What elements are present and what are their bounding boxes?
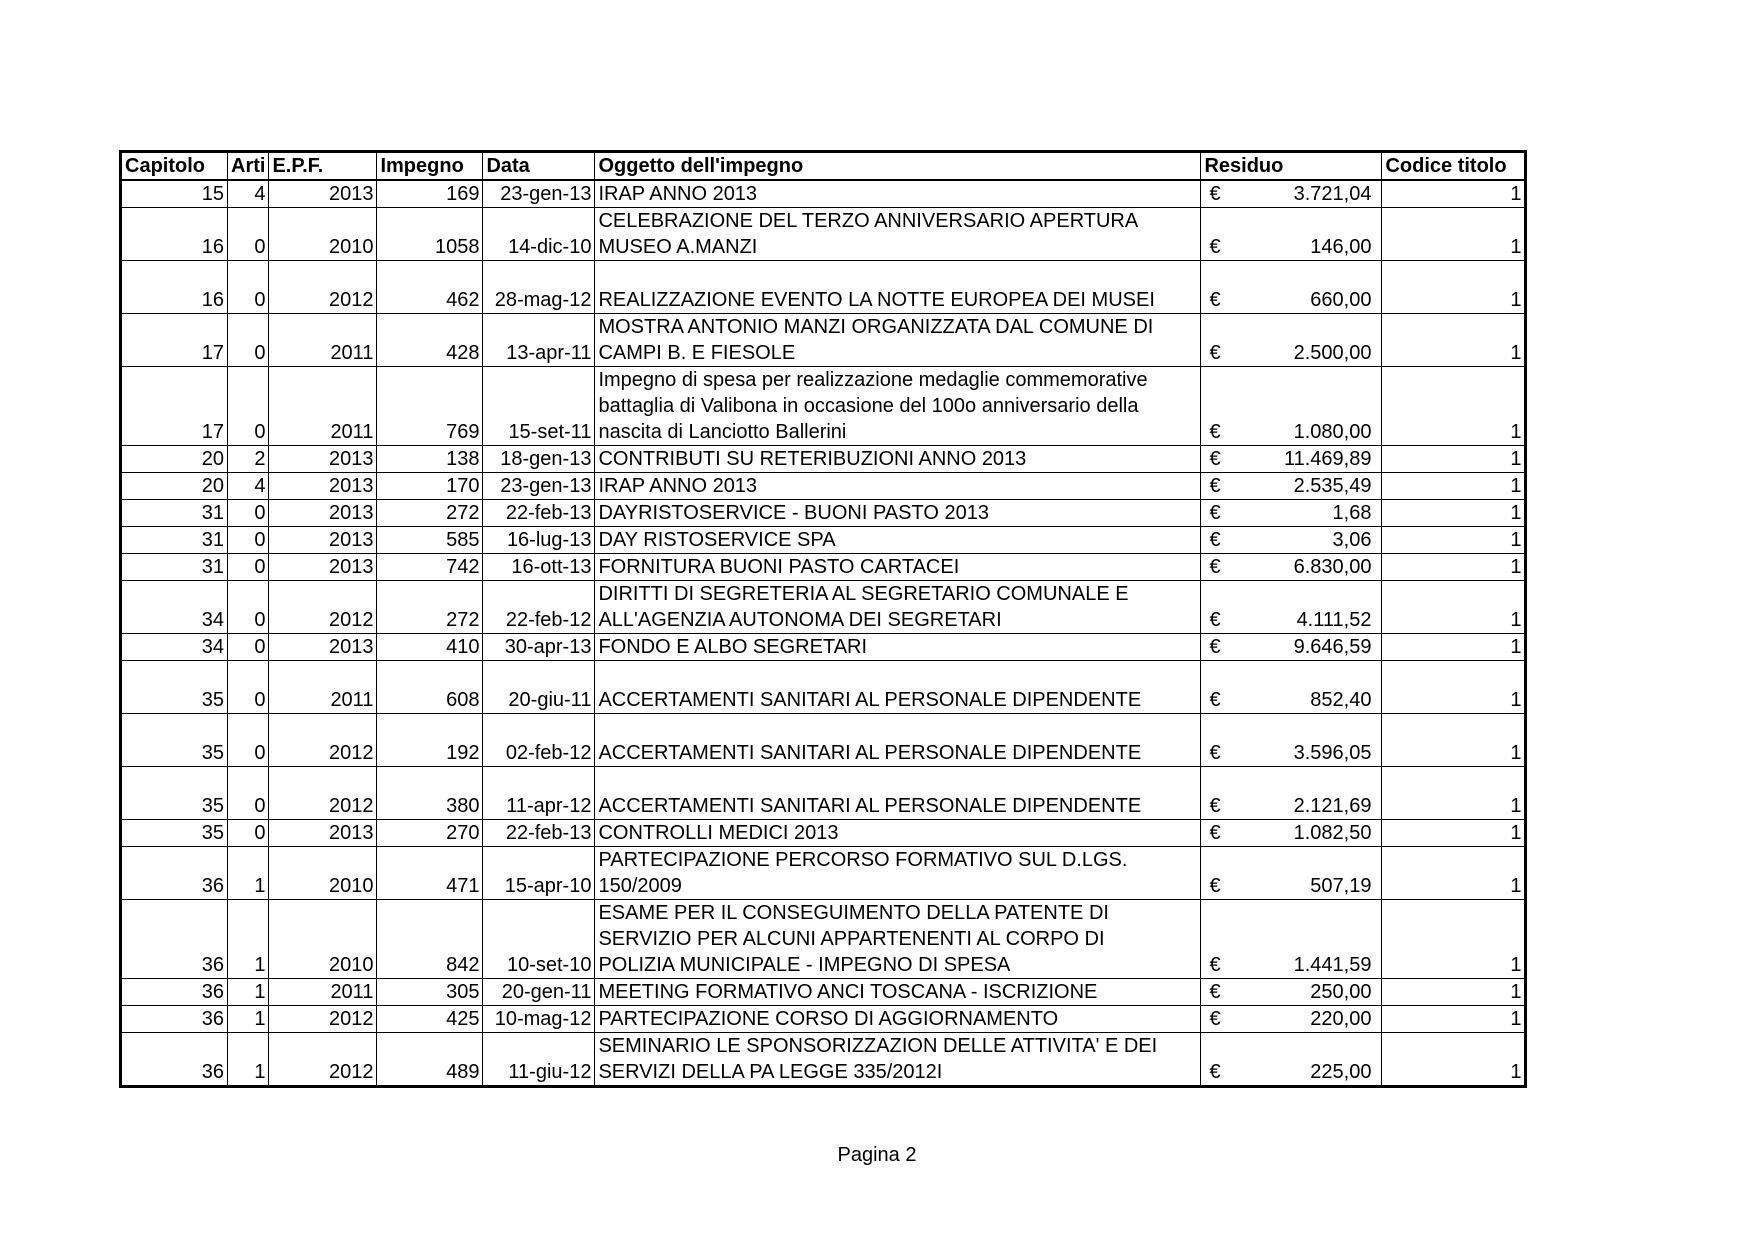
cell-articolo: 0	[228, 581, 269, 634]
table-row	[121, 820, 1526, 847]
cell-residuo	[1201, 1006, 1382, 1033]
cell-articolo: 4	[228, 473, 269, 500]
residuo-amount: 225,00	[1310, 1061, 1372, 1083]
table-row	[121, 527, 1526, 554]
cell-oggetto	[595, 767, 1201, 820]
residuo-amount: 4.111,52	[1296, 609, 1372, 631]
cell-residuo	[1201, 979, 1382, 1006]
cell-capitolo: 15	[121, 180, 228, 208]
oggetto-line: DAYRISTOSERVICE - BUONI PASTO 2013	[598, 502, 989, 524]
cell-epf: 2013	[269, 634, 377, 661]
residuo-amount: 220,00	[1310, 1008, 1372, 1030]
residuo-amount: 2.121,69	[1293, 795, 1372, 817]
cell-oggetto	[595, 979, 1201, 1006]
cell-oggetto	[595, 314, 1201, 367]
table-row	[121, 979, 1526, 1006]
cell-impegno: 138	[377, 446, 483, 473]
cell-epf: 2012	[269, 767, 377, 820]
cell-capitolo: 16	[121, 261, 228, 314]
residuo-amount: 250,00	[1310, 981, 1372, 1003]
cell-data: 11-apr-12	[483, 767, 595, 820]
cell-capitolo: 35	[121, 767, 228, 820]
cell-residuo	[1201, 581, 1382, 634]
oggetto-line: nascita di Lanciotto Ballerini	[598, 421, 847, 443]
cell-codice-titolo: 1	[1382, 314, 1526, 367]
oggetto-line: CONTROLLI MEDICI 2013	[598, 822, 839, 844]
cell-impegno: 192	[377, 714, 483, 767]
cell-impegno: 462	[377, 261, 483, 314]
cell-oggetto	[595, 527, 1201, 554]
cell-impegno: 170	[377, 473, 483, 500]
currency-symbol: €	[1209, 475, 1221, 497]
cell-impegno: 270	[377, 820, 483, 847]
cell-articolo: 1	[228, 1006, 269, 1033]
cell-capitolo: 17	[121, 314, 228, 367]
currency-symbol: €	[1209, 502, 1221, 524]
cell-epf: 2013	[269, 473, 377, 500]
table-row	[121, 1033, 1526, 1087]
currency-symbol: €	[1209, 529, 1221, 551]
cell-capitolo: 20	[121, 473, 228, 500]
cell-data: 23-gen-13	[483, 473, 595, 500]
oggetto-line	[598, 714, 1197, 740]
currency-symbol: €	[1209, 421, 1221, 443]
residuo-amount: 9.646,59	[1293, 636, 1372, 658]
cell-residuo	[1201, 900, 1382, 979]
cell-epf: 2010	[269, 208, 377, 261]
oggetto-line: ESAME PER IL CONSEGUIMENTO DELLA PATENTE DI	[598, 902, 1109, 924]
oggetto-line: battaglia di Valibona in occasione del 100o anniversario della	[598, 395, 1139, 417]
cell-impegno: 272	[377, 500, 483, 527]
cell-capitolo: 36	[121, 1033, 228, 1087]
cell-data: 16-lug-13	[483, 527, 595, 554]
currency-symbol: €	[1209, 1008, 1221, 1030]
currency-symbol: €	[1209, 875, 1221, 897]
cell-residuo	[1201, 500, 1382, 527]
cell-oggetto	[595, 261, 1201, 314]
cell-oggetto	[595, 714, 1201, 767]
impegni-table	[119, 150, 1527, 1088]
cell-impegno: 585	[377, 527, 483, 554]
cell-epf: 2013	[269, 554, 377, 581]
currency-symbol: €	[1209, 342, 1221, 364]
cell-residuo	[1201, 714, 1382, 767]
oggetto-line: POLIZIA MUNICIPALE - IMPEGNO DI SPESA	[598, 954, 1011, 976]
header-row	[121, 152, 1526, 181]
col-header-data: Data	[483, 152, 595, 181]
cell-oggetto	[595, 820, 1201, 847]
cell-codice-titolo: 1	[1382, 473, 1526, 500]
cell-residuo	[1201, 554, 1382, 581]
cell-epf: 2010	[269, 847, 377, 900]
cell-impegno: 471	[377, 847, 483, 900]
cell-residuo	[1201, 180, 1382, 208]
currency-symbol: €	[1209, 183, 1221, 205]
currency-symbol: €	[1209, 981, 1221, 1003]
cell-impegno: 169	[377, 180, 483, 208]
oggetto-line: SERVIZI DELLA PA LEGGE 335/2012I	[598, 1061, 943, 1083]
cell-epf: 2012	[269, 261, 377, 314]
oggetto-line: DAY RISTOSERVICE SPA	[598, 529, 836, 551]
oggetto-line: ACCERTAMENTI SANITARI AL PERSONALE DIPENDENTE	[598, 689, 1142, 711]
col-header-residuo: Residuo	[1201, 152, 1382, 181]
cell-articolo: 1	[228, 847, 269, 900]
cell-impegno: 428	[377, 314, 483, 367]
table-row	[121, 767, 1526, 820]
cell-data: 22-feb-13	[483, 820, 595, 847]
table-body	[121, 180, 1526, 1087]
cell-data: 30-apr-13	[483, 634, 595, 661]
cell-epf: 2013	[269, 527, 377, 554]
oggetto-line: ACCERTAMENTI SANITARI AL PERSONALE DIPENDENTE	[598, 742, 1142, 764]
residuo-amount: 3.721,04	[1293, 183, 1372, 205]
oggetto-line: CELEBRAZIONE DEL TERZO ANNIVERSARIO APERTURA	[598, 210, 1139, 232]
oggetto-line: ACCERTAMENTI SANITARI AL PERSONALE DIPENDENTE	[598, 795, 1142, 817]
currency-symbol: €	[1209, 954, 1221, 976]
currency-symbol: €	[1209, 795, 1221, 817]
cell-oggetto	[595, 847, 1201, 900]
cell-codice-titolo: 1	[1382, 446, 1526, 473]
cell-impegno: 489	[377, 1033, 483, 1087]
table-row	[121, 661, 1526, 714]
cell-articolo: 0	[228, 634, 269, 661]
cell-codice-titolo: 1	[1382, 581, 1526, 634]
oggetto-line: DIRITTI DI SEGRETERIA AL SEGRETARIO COMUNALE E	[598, 583, 1129, 605]
cell-codice-titolo: 1	[1382, 714, 1526, 767]
residuo-amount: 3,06	[1332, 529, 1372, 551]
cell-codice-titolo: 1	[1382, 1006, 1526, 1033]
cell-data: 28-mag-12	[483, 261, 595, 314]
currency-symbol: €	[1209, 636, 1221, 658]
cell-data: 11-giu-12	[483, 1033, 595, 1087]
cell-oggetto	[595, 473, 1201, 500]
oggetto-line: MUSEO A.MANZI	[598, 236, 758, 258]
cell-codice-titolo: 1	[1382, 527, 1526, 554]
residuo-amount: 2.500,00	[1293, 342, 1372, 364]
oggetto-line: IRAP ANNO 2013	[598, 475, 758, 497]
cell-articolo: 2	[228, 446, 269, 473]
cell-capitolo: 35	[121, 661, 228, 714]
cell-epf: 2013	[269, 180, 377, 208]
cell-codice-titolo: 1	[1382, 900, 1526, 979]
cell-oggetto	[595, 208, 1201, 261]
cell-impegno: 769	[377, 367, 483, 446]
oggetto-line: REALIZZAZIONE EVENTO LA NOTTE EUROPEA DEI MUSEI	[598, 289, 1155, 311]
currency-symbol: €	[1209, 1061, 1221, 1083]
cell-epf: 2013	[269, 500, 377, 527]
oggetto-line: MOSTRA ANTONIO MANZI ORGANIZZATA DAL COMUNE DI	[598, 316, 1154, 338]
cell-oggetto	[595, 661, 1201, 714]
cell-residuo	[1201, 847, 1382, 900]
cell-capitolo: 31	[121, 500, 228, 527]
oggetto-line: FORNITURA BUONI PASTO CARTACEI	[598, 556, 960, 578]
cell-articolo: 1	[228, 1033, 269, 1087]
cell-impegno: 380	[377, 767, 483, 820]
cell-residuo	[1201, 208, 1382, 261]
cell-residuo	[1201, 634, 1382, 661]
cell-articolo: 0	[228, 261, 269, 314]
cell-codice-titolo: 1	[1382, 261, 1526, 314]
cell-codice-titolo: 1	[1382, 367, 1526, 446]
cell-data: 15-apr-10	[483, 847, 595, 900]
cell-articolo: 1	[228, 979, 269, 1006]
oggetto-line: 150/2009	[598, 875, 682, 897]
cell-residuo	[1201, 473, 1382, 500]
cell-impegno: 742	[377, 554, 483, 581]
oggetto-line: SERVIZIO PER ALCUNI APPARTENENTI AL CORPO DI	[598, 928, 1105, 950]
cell-data: 23-gen-13	[483, 180, 595, 208]
cell-oggetto	[595, 500, 1201, 527]
residuo-amount: 852,40	[1310, 689, 1372, 711]
cell-capitolo: 16	[121, 208, 228, 261]
cell-articolo: 0	[228, 367, 269, 446]
cell-epf: 2013	[269, 446, 377, 473]
cell-residuo	[1201, 661, 1382, 714]
oggetto-line	[598, 661, 1197, 687]
cell-epf: 2011	[269, 979, 377, 1006]
table-row	[121, 367, 1526, 446]
col-header-articolo: Arti	[228, 152, 269, 181]
cell-capitolo: 20	[121, 446, 228, 473]
table-row	[121, 180, 1526, 208]
cell-residuo	[1201, 1033, 1382, 1087]
cell-oggetto	[595, 634, 1201, 661]
table-row	[121, 581, 1526, 634]
cell-capitolo: 35	[121, 820, 228, 847]
page-number: Pagina 2	[837, 1144, 917, 1166]
oggetto-line: CONTRIBUTI SU RETERIBUZIONI ANNO 2013	[598, 448, 1027, 470]
cell-residuo	[1201, 527, 1382, 554]
table-row	[121, 714, 1526, 767]
cell-capitolo: 35	[121, 714, 228, 767]
cell-residuo	[1201, 314, 1382, 367]
cell-oggetto	[595, 554, 1201, 581]
residuo-amount: 146,00	[1310, 236, 1372, 258]
cell-capitolo: 36	[121, 900, 228, 979]
cell-oggetto	[595, 367, 1201, 446]
residuo-amount: 660,00	[1310, 289, 1372, 311]
oggetto-line	[598, 767, 1197, 793]
cell-impegno: 842	[377, 900, 483, 979]
table-row	[121, 900, 1526, 979]
cell-capitolo: 36	[121, 1006, 228, 1033]
col-header-impegno: Impegno	[377, 152, 483, 181]
residuo-amount: 6.830,00	[1293, 556, 1372, 578]
residuo-amount: 1.080,00	[1293, 421, 1372, 443]
cell-epf: 2012	[269, 714, 377, 767]
cell-codice-titolo: 1	[1382, 979, 1526, 1006]
cell-data: 16-ott-13	[483, 554, 595, 581]
cell-data: 02-feb-12	[483, 714, 595, 767]
residuo-amount: 2.535,49	[1293, 475, 1372, 497]
cell-impegno: 305	[377, 979, 483, 1006]
table-row	[121, 847, 1526, 900]
cell-epf: 2012	[269, 1006, 377, 1033]
table-row	[121, 500, 1526, 527]
cell-capitolo: 34	[121, 634, 228, 661]
cell-capitolo: 31	[121, 554, 228, 581]
cell-articolo: 0	[228, 527, 269, 554]
cell-oggetto	[595, 581, 1201, 634]
currency-symbol: €	[1209, 556, 1221, 578]
cell-data: 14-dic-10	[483, 208, 595, 261]
cell-impegno: 1058	[377, 208, 483, 261]
cell-oggetto	[595, 1033, 1201, 1087]
cell-impegno: 272	[377, 581, 483, 634]
cell-capitolo: 36	[121, 847, 228, 900]
cell-codice-titolo: 1	[1382, 847, 1526, 900]
cell-data: 10-set-10	[483, 900, 595, 979]
cell-articolo: 0	[228, 500, 269, 527]
cell-articolo: 0	[228, 554, 269, 581]
oggetto-line	[598, 261, 1197, 287]
cell-epf: 2012	[269, 1033, 377, 1087]
oggetto-line: SEMINARIO LE SPONSORIZZAZION DELLE ATTIVITA' E DEI	[598, 1035, 1158, 1057]
cell-data: 18-gen-13	[483, 446, 595, 473]
cell-residuo	[1201, 367, 1382, 446]
cell-residuo	[1201, 820, 1382, 847]
residuo-amount: 1.082,50	[1293, 822, 1372, 844]
col-header-codice-titolo: Codice titolo	[1382, 152, 1526, 181]
cell-capitolo: 34	[121, 581, 228, 634]
cell-epf: 2012	[269, 581, 377, 634]
cell-articolo: 0	[228, 767, 269, 820]
cell-residuo	[1201, 767, 1382, 820]
cell-data: 22-feb-13	[483, 500, 595, 527]
residuo-amount: 1.441,59	[1293, 954, 1372, 976]
currency-symbol: €	[1209, 822, 1221, 844]
cell-codice-titolo: 1	[1382, 767, 1526, 820]
cell-capitolo: 17	[121, 367, 228, 446]
col-header-oggetto: Oggetto dell'impegno	[595, 152, 1201, 181]
currency-symbol: €	[1209, 609, 1221, 631]
cell-codice-titolo: 1	[1382, 820, 1526, 847]
oggetto-line: PARTECIPAZIONE PERCORSO FORMATIVO SUL D.LGS.	[598, 849, 1128, 871]
cell-epf: 2011	[269, 661, 377, 714]
cell-residuo	[1201, 261, 1382, 314]
residuo-amount: 1,68	[1332, 502, 1372, 524]
col-header-capitolo: Capitolo	[121, 152, 228, 181]
cell-articolo: 0	[228, 208, 269, 261]
cell-data: 15-set-11	[483, 367, 595, 446]
oggetto-line: IRAP ANNO 2013	[598, 183, 758, 205]
cell-codice-titolo: 1	[1382, 180, 1526, 208]
oggetto-line: FONDO E ALBO SEGRETARI	[598, 636, 868, 658]
cell-impegno: 425	[377, 1006, 483, 1033]
cell-oggetto	[595, 180, 1201, 208]
cell-oggetto	[595, 446, 1201, 473]
cell-data: 20-giu-11	[483, 661, 595, 714]
cell-data: 20-gen-11	[483, 979, 595, 1006]
cell-codice-titolo: 1	[1382, 554, 1526, 581]
cell-data: 22-feb-12	[483, 581, 595, 634]
currency-symbol: €	[1209, 289, 1221, 311]
oggetto-line: CAMPI B. E FIESOLE	[598, 342, 796, 364]
table-row	[121, 314, 1526, 367]
cell-oggetto	[595, 900, 1201, 979]
cell-articolo: 1	[228, 900, 269, 979]
cell-codice-titolo: 1	[1382, 500, 1526, 527]
cell-codice-titolo: 1	[1382, 634, 1526, 661]
cell-articolo: 4	[228, 180, 269, 208]
cell-epf: 2011	[269, 367, 377, 446]
currency-symbol: €	[1209, 448, 1221, 470]
residuo-amount: 11.469,89	[1283, 448, 1372, 470]
cell-capitolo: 36	[121, 979, 228, 1006]
currency-symbol: €	[1209, 236, 1221, 258]
cell-codice-titolo: 1	[1382, 1033, 1526, 1087]
cell-oggetto	[595, 1006, 1201, 1033]
table-row	[121, 1006, 1526, 1033]
table-row	[121, 473, 1526, 500]
cell-epf: 2013	[269, 820, 377, 847]
cell-articolo: 0	[228, 314, 269, 367]
oggetto-line: MEETING FORMATIVO ANCI TOSCANA - ISCRIZIONE	[598, 981, 1098, 1003]
residuo-amount: 507,19	[1310, 875, 1372, 897]
residuo-amount: 3.596,05	[1293, 742, 1372, 764]
table-row	[121, 261, 1526, 314]
cell-data: 10-mag-12	[483, 1006, 595, 1033]
table-row	[121, 634, 1526, 661]
table-row	[121, 554, 1526, 581]
cell-epf: 2010	[269, 900, 377, 979]
col-header-epf: E.P.F.	[269, 152, 377, 181]
cell-codice-titolo: 1	[1382, 661, 1526, 714]
table-row	[121, 208, 1526, 261]
cell-residuo	[1201, 446, 1382, 473]
cell-impegno: 410	[377, 634, 483, 661]
oggetto-line: Impegno di spesa per realizzazione medaglie commemorative	[598, 369, 1148, 391]
cell-data: 13-apr-11	[483, 314, 595, 367]
oggetto-line: ALL'AGENZIA AUTONOMA DEI SEGRETARI	[598, 609, 1002, 631]
cell-articolo: 0	[228, 661, 269, 714]
currency-symbol: €	[1209, 689, 1221, 711]
cell-articolo: 0	[228, 820, 269, 847]
cell-articolo: 0	[228, 714, 269, 767]
oggetto-line: PARTECIPAZIONE CORSO DI AGGIORNAMENTO	[598, 1008, 1059, 1030]
cell-epf: 2011	[269, 314, 377, 367]
cell-codice-titolo: 1	[1382, 208, 1526, 261]
currency-symbol: €	[1209, 742, 1221, 764]
cell-impegno: 608	[377, 661, 483, 714]
table-row	[121, 446, 1526, 473]
cell-capitolo: 31	[121, 527, 228, 554]
